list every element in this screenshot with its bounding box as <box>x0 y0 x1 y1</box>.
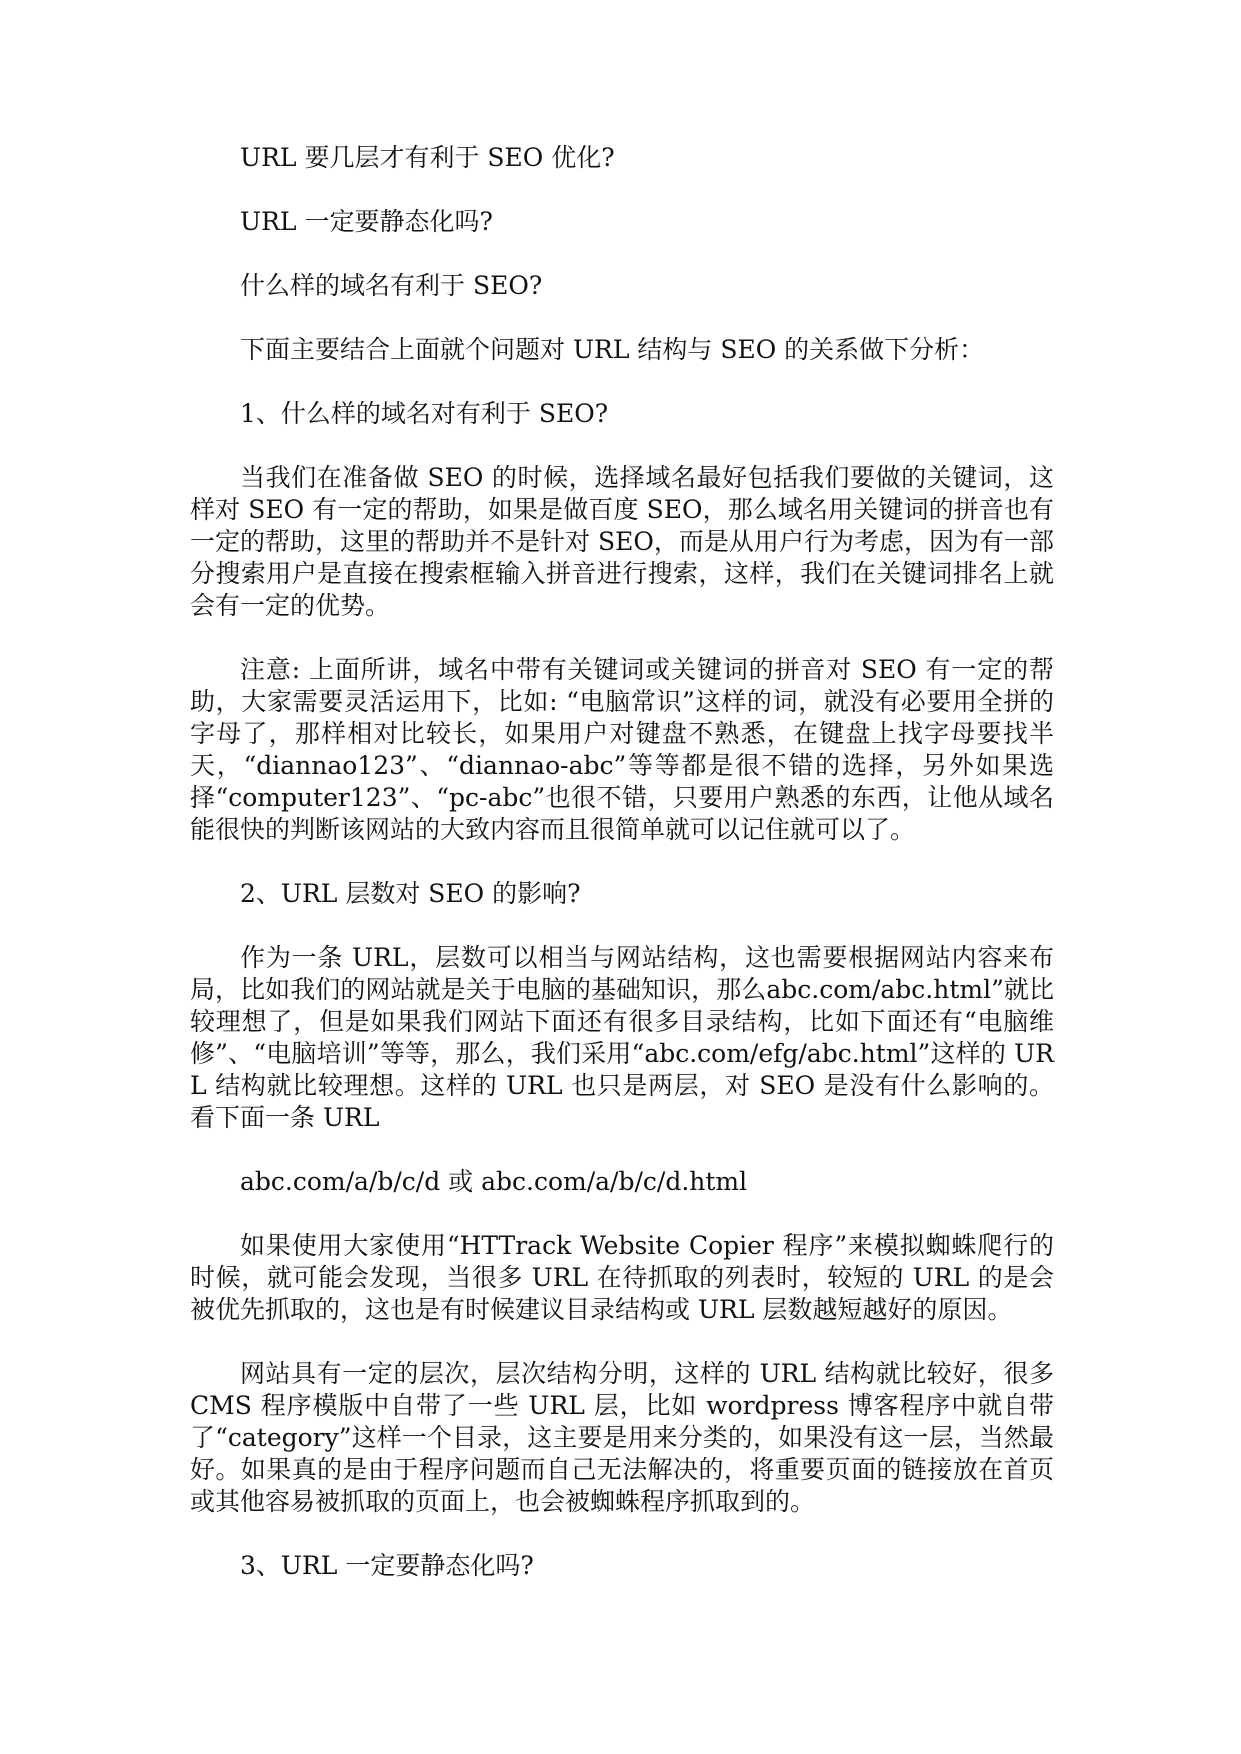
question-url-static: URL 一定要静态化吗? <box>240 207 493 236</box>
section-2-paragraph-1: 作为一条 URL，层数可以相当与网站结构，这也需要根据网站内容来布局，比如我们的网站就是关于电脑的基础知识，那么abc.com/abc.html”就比较理想了，但是如果我们网站下面还有很多目录结构，比如下面还有“电脑维修”、“电脑培训”等等，那么，我们采用“abc.com/efg/abc.html”这样的 URL 结构就比较理想。这样的 URL 也只是两层，对 SEO 是没有什么影响的。看下面一条 URL <box>190 943 1054 1132</box>
section-2-paragraph-3: 网站具有一定的层次，层次结构分明，这样的 URL 结构就比较好，很多 CMS 程序模版中自带了一些 URL 层，比如 wordpress 博客程序中就自带了“category”这样一个目录，这主要是用来分类的，如果没有这一层，当然最好。如果真的是由于程序问题而自己无法解决的，将重要页面的链接放在首页或其他容易被抓取的页面上，也会被蜘蛛程序抓取到的。 <box>190 1359 1054 1516</box>
section-2-heading: 2、URL 层数对 SEO 的影响? <box>240 879 581 908</box>
intro-paragraph: 下面主要结合上面就个问题对 URL 结构与 SEO 的关系做下分析： <box>240 335 985 364</box>
document-body <box>190 142 1054 1614</box>
section-1-heading: 1、什么样的域名对有利于 SEO? <box>240 399 609 428</box>
section-1-paragraph-1: 当我们在准备做 SEO 的时候，选择域名最好包括我们要做的关键词，这样对 SEO 有一定的帮助，如果是做百度 SEO，那么域名用关键词的拼音也有一定的帮助，这里的帮助并不是针对 SEO，而是从用户行为考虑，因为有一部分搜索用户是直接在搜索框输入拼音进行搜索，这样，我们在关键词排名上就会有一定的优势。 <box>190 463 1054 620</box>
section-1-note-paragraph: 注意: 上面所讲，域名中带有关键词或关键词的拼音对 SEO 有一定的帮助，大家需要灵活运用下，比如: “电脑常识”这样的词，就没有必要用全拼的字母了，那样相对比较长，如果用户对键盘不熟悉，在键盘上找字母要找半天，“diannao123”、“diannao-abc”等等都是很不错的选择，另外如果选择“computer123”、“pc-abc”也很不错，只要用户熟悉的东西，让他从域名能很快的判断该网站的大致内容而且很简单就可以记住就可以了。 <box>190 655 1054 844</box>
section-2-paragraph-2: 如果使用大家使用“HTTrack Website Copier 程序”来模拟蜘蛛爬行的时候，就可能会发现，当很多 URL 在待抓取的列表时，较短的 URL 的是会被优先抓取的，这也是有时候建议目录结构或 URL 层数越短越好的原因。 <box>190 1231 1054 1324</box>
question-url-depth: URL 要几层才有利于 SEO 优化? <box>240 143 615 172</box>
url-example-line: abc.com/a/b/c/d 或 abc.com/a/b/c/d.html <box>240 1167 748 1196</box>
question-domain: 什么样的域名有利于 SEO? <box>240 271 543 300</box>
section-3-heading: 3、URL 一定要静态化吗? <box>240 1551 534 1580</box>
